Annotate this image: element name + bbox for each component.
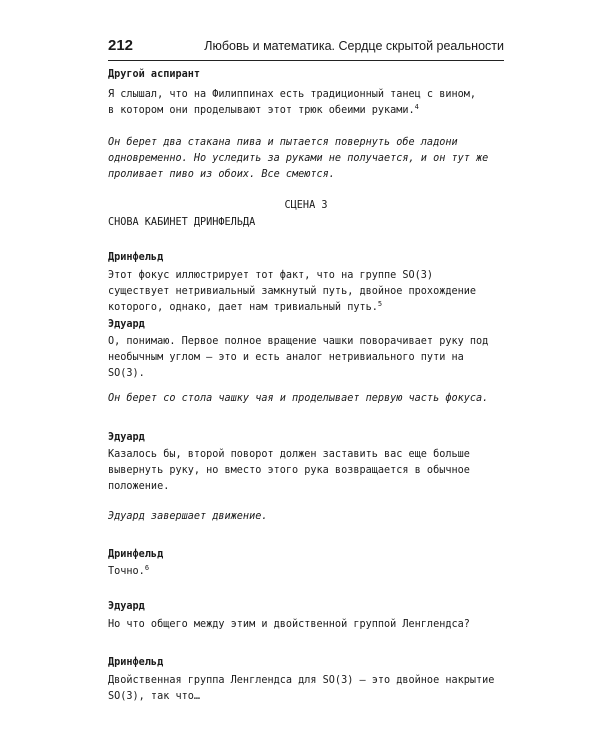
running-title: Любовь и математика. Сердце скрытой реальности bbox=[204, 39, 504, 53]
dialogue-line: О, понимаю. Первое полное вращение чашки поворачивает руку под необычным углом — это и есть аналог нетривиального пути на SO(3). bbox=[108, 336, 489, 379]
dialogue-line: Точно.$^6$ bbox=[108, 564, 150, 577]
speaker-name: Дринфельд bbox=[108, 549, 164, 560]
footnote-ref: 6 bbox=[144, 564, 150, 572]
speaker-name: Эдуард bbox=[108, 601, 145, 612]
stage-direction: Он берет со стола чашку чая и проделывает первую часть фокуса. bbox=[108, 393, 489, 404]
dialogue-line: Но что общего между этим и двойственной группой Ленглендса? bbox=[108, 619, 470, 630]
scene-setting: СНОВА КАБИНЕТ ДРИНФЕЛЬДА bbox=[108, 217, 256, 228]
page-header bbox=[108, 34, 504, 61]
footnote-ref: 4 bbox=[414, 103, 419, 111]
stage-direction: Он берет два стакана пива и пытается повернуть обе ладони одновременно. Но уследить за руками не получается, и он тут же проливает пиво из обоих. Все смеются. bbox=[108, 137, 489, 180]
scene-heading: СЦЕНА 3 bbox=[284, 200, 328, 211]
stage-direction: Эдуард завершает движение. bbox=[108, 511, 268, 522]
speaker-name: Эдуард bbox=[108, 319, 145, 330]
speaker-name: Другой аспирант bbox=[108, 69, 201, 80]
footnote-ref: 5 bbox=[377, 300, 383, 308]
dialogue-line: Этот фокус иллюстрирует тот факт, что на группе SO(3) существует нетривиальный замкнутый путь, двойное прохождение которого, однако, дает нам тривиальный путь.$^5$ bbox=[108, 270, 477, 313]
dialogue-line: Я слышал, что на Филиппинах есть традиционный танец с вином, в котором они проделывают этот трюк обеими руками.$^4$ bbox=[108, 89, 477, 116]
page-number: 212 bbox=[108, 37, 134, 54]
dialogue-line: Двойственная группа Ленглендса для SO(3) — это двойное накрытие SO(3), так что… bbox=[108, 675, 495, 702]
dialogue-line: Казалось бы, второй поворот должен заставить вас еще больше вывернуть руку, но вместо этого рука возвращается в обычное положение. bbox=[108, 449, 470, 492]
speaker-name: Эдуард bbox=[108, 432, 145, 443]
speaker-name: Дринфельд bbox=[108, 657, 164, 668]
speaker-name: Дринфельд bbox=[108, 252, 164, 263]
